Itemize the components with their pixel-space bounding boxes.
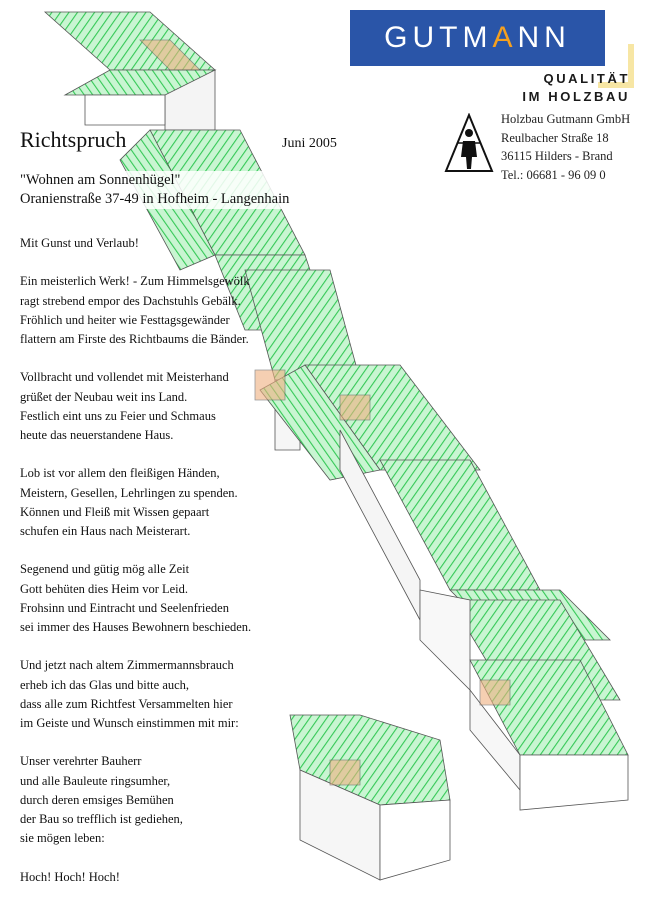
poem-stanza <box>20 560 320 637</box>
logo-wordmark: GUTMANN <box>384 21 571 54</box>
poem-line: sei immer des Hauses Bewohnern beschieden. <box>20 620 252 634</box>
logo-tagline <box>470 70 630 106</box>
poem-line: dass alle zum Richtfest Versammelten hier <box>20 696 233 711</box>
poem-line: Segenend und gütig mög alle Zeit <box>20 562 190 577</box>
poem-line: Können und Fleiß mit Wissen gepaart <box>20 504 210 519</box>
company-logo <box>350 10 605 66</box>
page-title: Richtspruch <box>20 127 127 152</box>
poem-stanza <box>20 752 320 848</box>
project-info <box>20 171 289 209</box>
poem-line: durch deren emsiges Bemühen <box>20 792 174 807</box>
poem-stanza <box>20 868 320 887</box>
company-phone: Tel.: 06681 - 96 09 0 <box>501 167 606 182</box>
company-address <box>501 110 630 184</box>
project-name: "Wohnen am Sonnenhügel" <box>20 171 289 190</box>
poem-line: und alle Bauleute ringsumher, <box>20 773 171 788</box>
company-city: 36115 Hilders - Brand <box>501 149 613 163</box>
poem-stanza <box>20 368 320 445</box>
poem-line: Meistern, Gesellen, Lehrlingen zu spenden. <box>20 485 238 500</box>
poem-line: Hoch! Hoch! Hoch! <box>20 869 120 884</box>
date-label: Juni 2005 <box>282 136 337 151</box>
poem-line: sie mögen leben: <box>20 831 105 846</box>
poem-line: Gott behüten dies Heim vor Leid. <box>20 581 189 596</box>
poem-stanza <box>20 272 320 349</box>
poem-line: Und jetzt nach altem Zimmermannsbrauch <box>20 658 234 673</box>
project-address: Oranienstraße 37-49 in Hofheim - Langenhain <box>20 191 290 207</box>
poem-line: Mit Gunst und Verlaub! <box>20 236 139 250</box>
poem-line: Ein meisterlich Werk! - Zum Himmelsgewölk <box>20 274 250 289</box>
poem-line: ragt strebend empor des Dachstuhls Gebälk. <box>20 293 241 308</box>
poem-stanza <box>20 464 320 541</box>
poem-line: Lob ist vor allem den fleißigen Händen, <box>20 466 220 481</box>
carpenter-emblem-icon <box>444 113 494 173</box>
poem-line: flattern am Firste des Richtbaums die Bänder. <box>20 332 249 346</box>
poem-line: Unser verehrter Bauherr <box>20 754 142 769</box>
poem-line: im Geiste und Wunsch einstimmen mit mir: <box>20 716 239 730</box>
poem-line: heute das neuerstandene Haus. <box>20 428 174 442</box>
poem-line: der Bau so trefflich ist gediehen, <box>20 812 183 826</box>
poem-stanza <box>20 234 320 253</box>
poem-line: Festlich eint uns zu Feier und Schmaus <box>20 408 216 423</box>
poem-line: Frohsinn und Eintracht und Seelenfrieden <box>20 600 229 615</box>
poem-line: Vollbracht und vollendet mit Meisterhand <box>20 370 229 385</box>
poem-line: Fröhlich und heiter wie Festtagsgewänder <box>20 312 230 327</box>
logo-letter-a: A <box>492 21 518 54</box>
poem-text <box>20 234 320 906</box>
company-name: Holzbau Gutmann GmbH <box>501 112 631 126</box>
tagline-line: IM HOLZBAU <box>522 89 630 104</box>
poem-line: schufen ein Haus nach Meisterart. <box>20 524 191 538</box>
poem-line: grüßet der Neubau weit ins Land. <box>20 389 188 404</box>
poem-line: erheb ich das Glas und bitte auch, <box>20 677 190 692</box>
house-drawing-top <box>45 12 215 130</box>
company-street: Reulbacher Straße 18 <box>501 130 609 145</box>
tagline-line: QUALITÄT <box>543 71 630 86</box>
poem-stanza <box>20 656 320 733</box>
